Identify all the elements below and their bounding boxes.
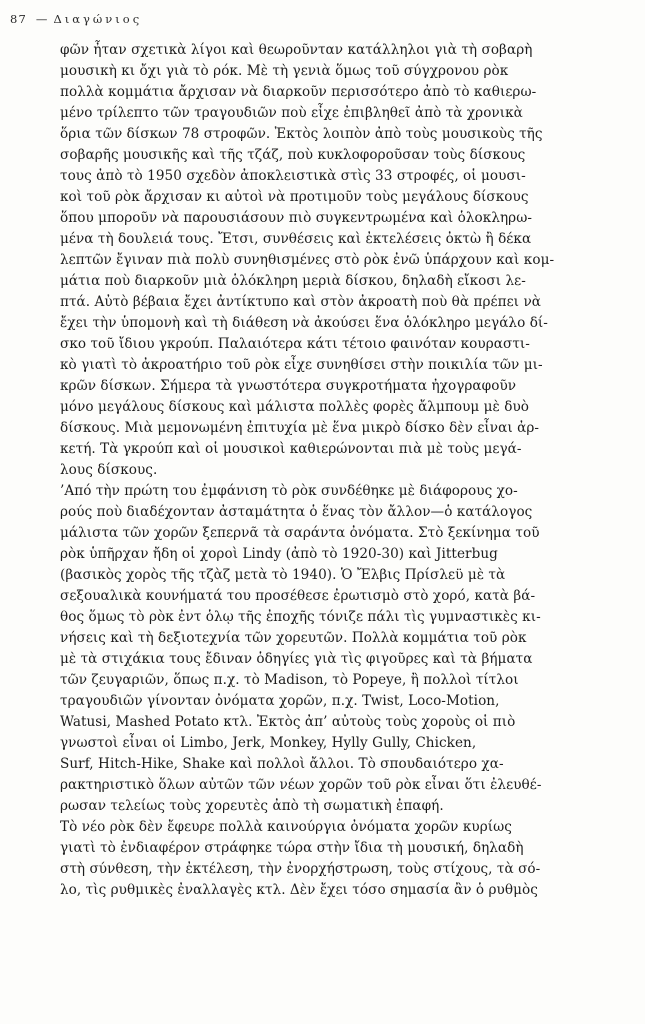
body-text <box>60 40 634 901</box>
header-separator: — <box>35 12 49 26</box>
page-number: 87 <box>10 12 28 26</box>
running-title: Διαγώνιος <box>53 12 143 26</box>
paragraph-1: φῶν ἦταν σχετικὰ λίγοι καὶ θεωροῦνταν κατάλληλοι γιὰ τὴ σοβαρὴ μουσικὴ κι ὄχι γιὰ τὸ ρόκ. Μὲ τὴ γενιὰ ὅμως τοῦ σύγχρονου ρὸκ πολλὰ κομμάτια ἄρχισαν νὰ διαρκοῦν περισσότερο ἀπὸ τὸ καθιερω- μένο τρίλεπτο τῶν τραγουδιῶν ποὺ εἶχε ἐπιβληθεῖ ἀπὸ τὰ χρονικὰ ὅρια τῶν δίσκων 78 στροφῶν. Ἐκτὸς λοιπὸν ἀπὸ τοὺς μουσικοὺς τῆς σοβαρῆς μουσικῆς καὶ τῆς τζάζ, ποὺ κυκλοφοροῦσαν τοὺς δίσκους τους ἀπὸ τὸ 1950 σχεδὸν ἀποκλειστικὰ στὶς 33 στροφές, οἱ μουσι- κοὶ τοῦ ρὸκ ἄρχισαν κι αὐτοὶ νὰ προτιμοῦν τοὺς μεγάλους δίσκους ὅπου μποροῦν νὰ παρουσιάσουν πιὸ συγκεντρωμένα καὶ ὁλοκληρω- μένα τὴ δουλειά τους. Ἔτσι, συνθέσεις καὶ ἐκτελέσεις ὀκτὼ ἢ δέκα λεπτῶν ἔγιναν πιὰ πολὺ συνηθισμένες στὸ ρὸκ ἐνῶ ὑπάρχουν καὶ κομ- μάτια ποὺ διαρκοῦν μιὰ ὁλόκληρη μεριὰ δίσκου, δηλαδὴ εἴκοσι λε- πτά. Αὐτὸ βέβαια ἔχει ἀντίκτυπο καὶ στὸν ἀκροατὴ ποὺ θὰ πρέπει νὰ ἔχει τὴν ὑπομονὴ καὶ τὴ διάθεση νὰ ἀκούσει ἕνα ὁλόκληρο μεγάλο δί- σκο τοῦ ἴδιου γκρούπ. Παλαιότερα κάτι τέτοιο φαινόταν κουραστι- κὸ γιατὶ τὸ ἀκροατήριο τοῦ ρὸκ εἶχε συνηθίσει στὴν ποικιλία τῶν μι- κρῶν δίσκων. Σήμερα τὰ γνωστότερα συγκροτήματα ἠχογραφοῦν μόνο μεγάλους δίσκους καὶ μάλιστα πολλὲς φορὲς ἄλμπουμ μὲ δυὸ δίσκους. Μιὰ μεμονωμένη ἐπιτυχία μὲ ἕνα μικρὸ δίσκο δὲν εἶναι ἀρ- κετή. Τὰ γκρούπ καὶ οἱ μουσικοὶ καθιερώνονται πιὰ μὲ τοὺς μεγά- λους δίσκους. <box>60 42 555 478</box>
paragraph-3: Τὸ νέο ρὸκ δὲν ἔφευρε πολλὰ καινούργια ὀνόματα χορῶν κυρίως γιατὶ τὸ ἐνδιαφέρον στράφηκε τώρα στὴν ἴδια τὴ μουσική, δηλαδὴ στὴ σύνθεση, τὴν ἐκτέλεση, τὴν ἐνορχήστρωση, τοὺς στίχους, τὰ σό- λο, τὶς ρυθμικὲς ἐναλλαγὲς κτλ. Δὲν ἔχει τόσο σημασία ἂν ὁ ρυθμὸς <box>60 819 541 898</box>
running-header <box>10 12 142 26</box>
paragraph-2: ’Από τὴν πρώτη του ἐμφάνιση τὸ ρὸκ συνδέθηκε μὲ διάφορους χο- ρούς ποὺ διαδέχονταν ἀσταμάτητα ὁ ἕνας τὸν ἄλλον—ὁ κατάλογος μάλιστα τῶν χορῶν ξεπερνᾶ τὰ σαράντα ὀνόματα. Στὸ ξεκίνημα τοῦ ρὸκ ὑπῆρχαν ἤδη οἱ χοροὶ Lindy (ἀπὸ τὸ 1920-30) καὶ Jitterbug (βασικὸς χορὸς τῆς τζὰζ μετὰ τὸ 1940). Ὁ Ἔλβις Πρίσλεϋ μὲ τὰ σεξουαλικὰ κουνήματά του προσέθεσε ἐρωτισμὸ στὸ χορό, κατὰ βά- θος ὅμως τὸ ρὸκ ἐντ ὁλῳ τῆς ἐποχῆς τόνιζε πάλι τὶς γυμναστικὲς κι- νήσεις καὶ τὴ δεξιοτεχνία τῶν χορευτῶν. Πολλὰ κομμάτια τοῦ ρὸκ μὲ τὰ στιχάκια τους ἔδιναν ὁδηγίες γιὰ τὶς φιγοῦρες καὶ τὰ βήματα τῶν ζευγαριῶν, ὅπως π.χ. τὸ Madison, τὸ Popeye, ἢ πολλοὶ τίτλοι τραγουδιῶν γίνονταν ὀνόματα χορῶν, π.χ. Twist, Loco-Motion, Watusi, Mashed Potato κτλ. Ἐκτὸς ἀπ’ αὐτοὺς τοὺς χοροὺς οἱ πιὸ γνωστοὶ εἶναι οἱ Limbo, Jerk, Monkey, Hylly Gully, Chicken, Surf, Hitch-Hike, Shake καὶ πολλοὶ ἄλλοι. Τὸ σπουδαιότερο χα- ρακτηριστικὸ ὅλων αὐτῶν τῶν νέων χορῶν τοῦ ρὸκ εἶναι ὅτι ἐλευθέ- ρωσαν τελείως τοὺς χορευτὲς ἀπὸ τὴ σωματικὴ ἐπαφή. <box>60 483 542 814</box>
